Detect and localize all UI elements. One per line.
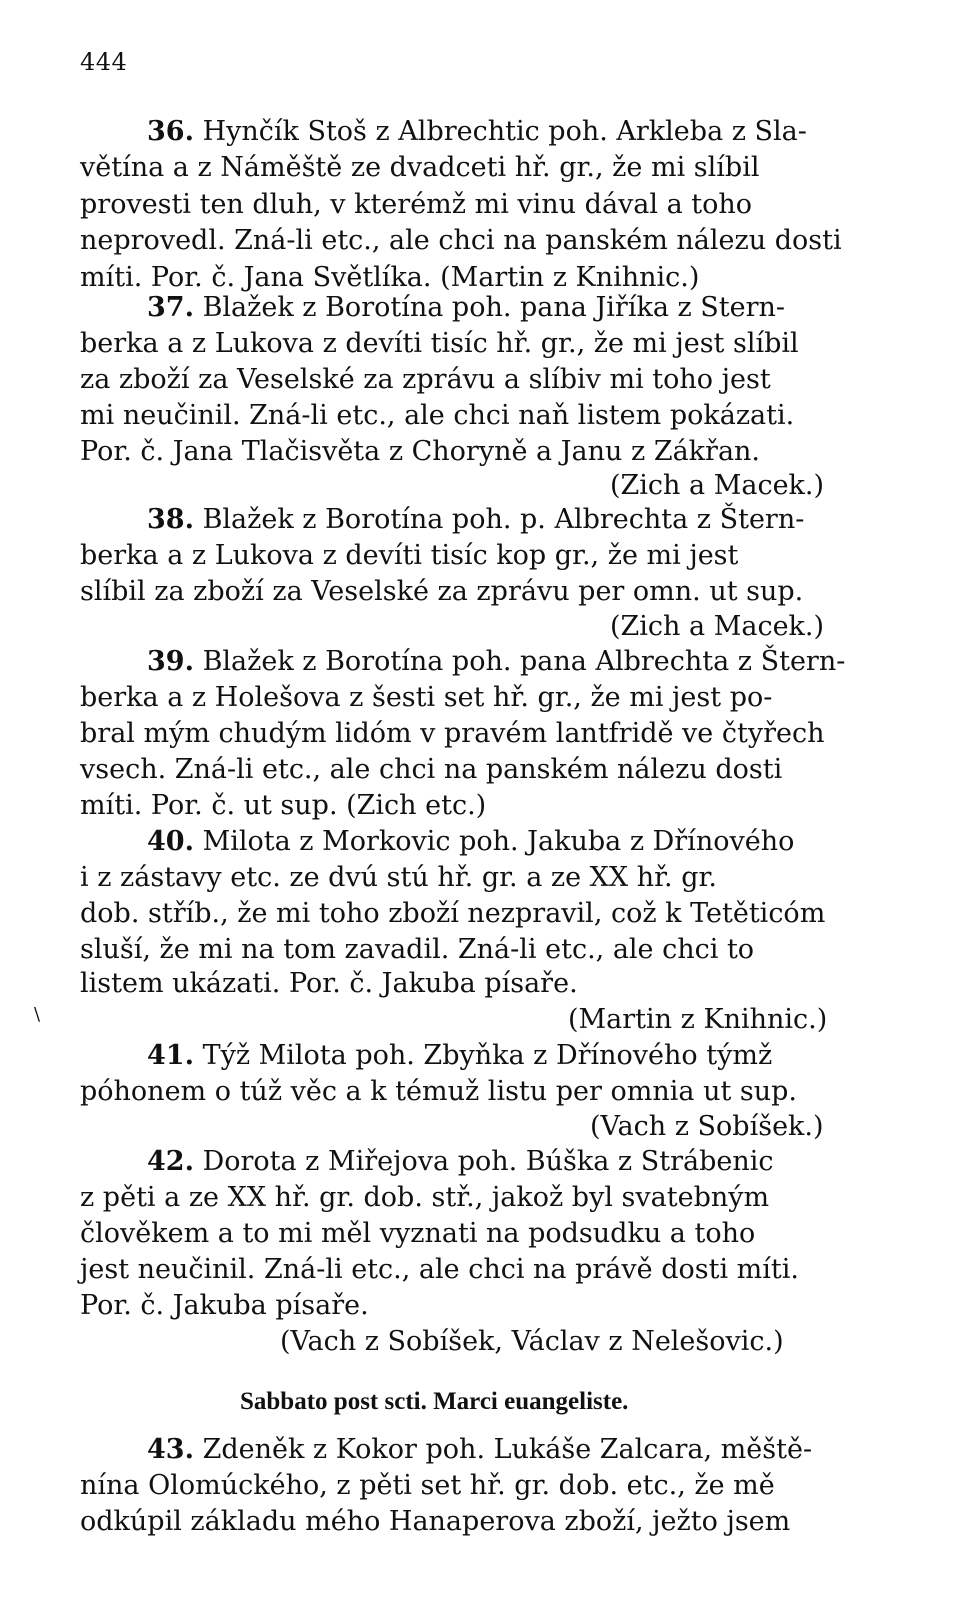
margin-mark: \	[34, 1004, 41, 1025]
text-line: míti. Por. č. ut sup. (Zich etc.)	[80, 790, 487, 821]
text-line: bral mým chudým lidóm v pravém lantfridě ve čtyřech	[80, 718, 825, 749]
text-line: odkúpil základu mého Hanaperova zboží, ježto jsem	[80, 1506, 791, 1537]
text-line: větína a z Náměště ze dvadceti hř. gr., že mi slíbil	[80, 152, 760, 183]
text-line: 40. Milota z Morkovic poh. Jakuba z Dřínového	[147, 826, 795, 857]
text-line: listem ukázati. Por. č. Jakuba písaře.	[80, 968, 578, 999]
text-line: 36. Hynčík Stoš z Albrechtic poh. Arkleba z Sla-	[147, 116, 807, 147]
text-line: i z zástavy etc. ze dvú stú hř. gr. a ze XX hř. gr.	[80, 862, 718, 893]
page-number: 444	[80, 48, 128, 76]
text-line: míti. Por. č. Jana Světlíka. (Martin z Knihnic.)	[80, 262, 700, 293]
text-line: dob. stříb., že mi toho zboží nezpravil, což k Tetěticóm	[80, 898, 826, 929]
text-line: z pěti a ze XX hř. gr. dob. stř., jakož byl svatebným	[80, 1182, 770, 1213]
text-line: (Zich a Macek.)	[610, 470, 825, 501]
text-line: mi neučinil. Zná-li etc., ale chci naň listem pokázati.	[80, 400, 795, 431]
text-line: 42. Dorota z Miřejova poh. Búška z Strábenic	[147, 1146, 774, 1177]
text-line: (Vach z Sobíšek.)	[590, 1111, 824, 1142]
text-line: vsech. Zná-li etc., ale chci na panském nálezu dosti	[80, 754, 783, 785]
text-line: Por. č. Jakuba písaře.	[80, 1290, 369, 1321]
text-line: berka a z Lukova z devíti tisíc kop gr., že mi jest	[80, 540, 739, 571]
text-line: 38. Blažek z Borotína poh. p. Albrechta z Štern-	[147, 504, 805, 535]
text-line: provesti ten dluh, v kterémž mi vinu dával a toho	[80, 189, 753, 220]
text-line: 37. Blažek z Borotína poh. pana Jiříka z Stern-	[147, 292, 786, 323]
text-line: 43. Zdeněk z Kokor poh. Lukáše Zalcara, měště-	[147, 1434, 813, 1465]
text-line: jest neučinil. Zná-li etc., ale chci na právě dosti míti.	[80, 1254, 799, 1285]
text-line: Por. č. Jana Tlačisvěta z Choryně a Janu z Zákřan.	[80, 436, 761, 467]
text-line: nína Olomúckého, z pěti set hř. gr. dob. etc., že mě	[80, 1470, 775, 1501]
text-line: (Martin z Knihnic.)	[568, 1004, 828, 1035]
text-line: póhonem o túž věc a k témuž listu per omnia ut sup.	[80, 1076, 798, 1107]
text-line: sluší, že mi na tom zavadil. Zná-li etc., ale chci to	[80, 934, 755, 965]
text-line: 39. Blažek z Borotína poh. pana Albrechta z Štern-	[147, 646, 846, 677]
text-line: člověkem a to mi měl vyznati na podsudku a toho	[80, 1218, 756, 1249]
text-line: 41. Týž Milota poh. Zbyňka z Dřínového týmž	[147, 1040, 773, 1071]
text-line: (Zich a Macek.)	[610, 611, 825, 642]
text-line: berka a z Lukova z devíti tisíc hř. gr., že mi jest slíbil	[80, 328, 799, 359]
text-line: neprovedl. Zná-li etc., ale chci na panském nálezu dosti	[80, 225, 842, 256]
text-line: za zboží za Veselské za zprávu a slíbiv mi toho jest	[80, 364, 771, 395]
text-line: berka a z Holešova z šesti set hř. gr., že mi jest po-	[80, 682, 773, 713]
section-heading: Sabbato post scti. Marci euangeliste.	[240, 1388, 629, 1415]
text-line: slíbil za zboží za Veselské za zprávu per omn. ut sup.	[80, 576, 804, 607]
text-line: (Vach z Sobíšek, Václav z Nelešovic.)	[280, 1326, 784, 1357]
